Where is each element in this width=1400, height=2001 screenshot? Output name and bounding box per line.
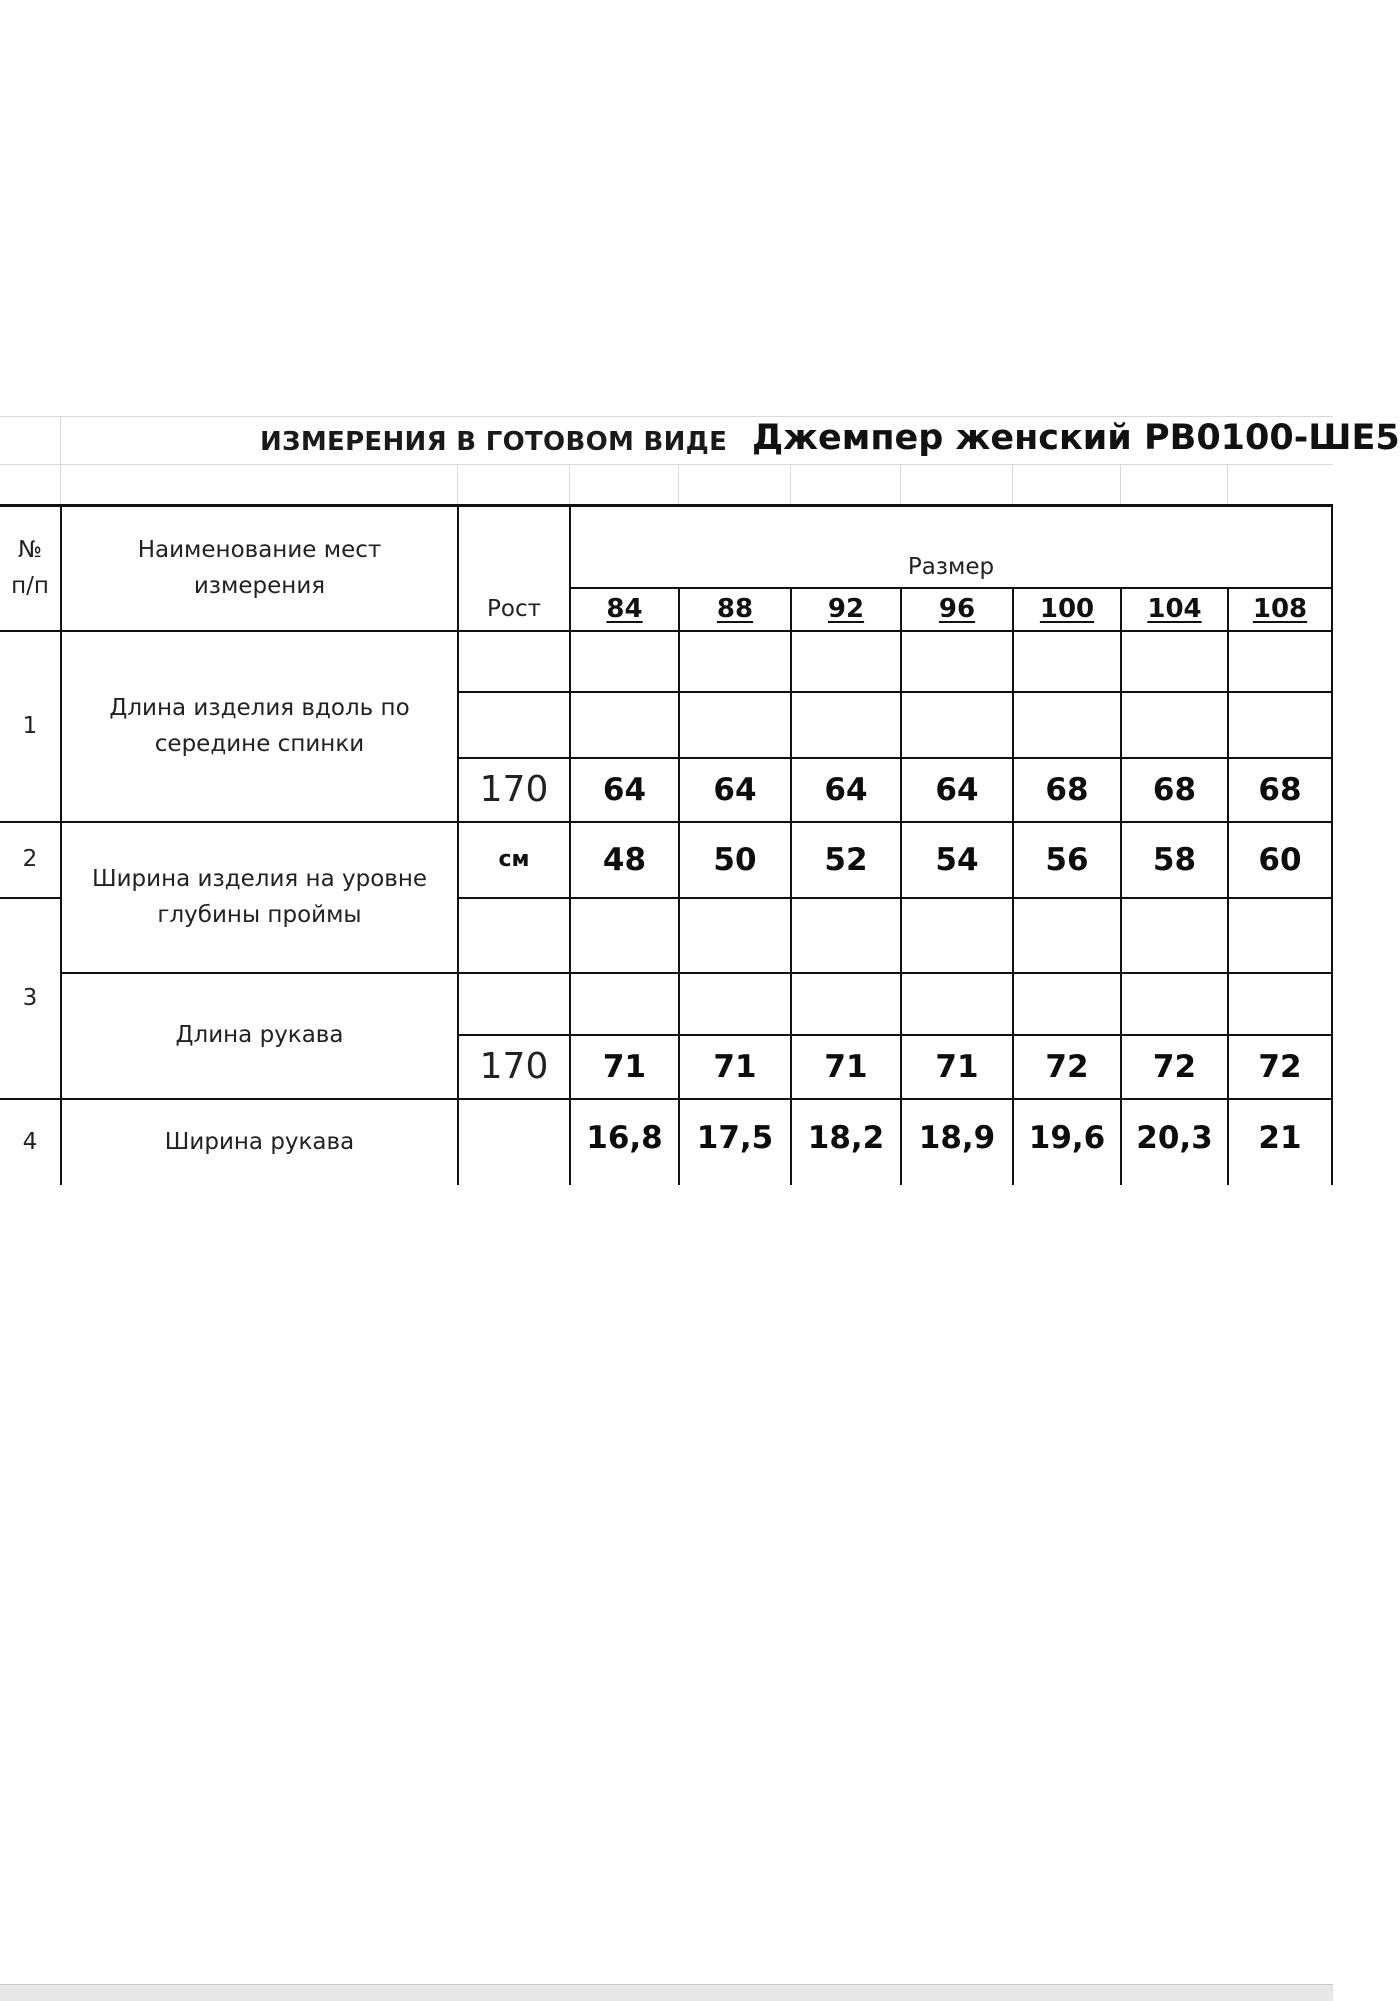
row-4-value-88: 17,5 bbox=[696, 1119, 774, 1156]
col-divider bbox=[1331, 504, 1333, 1185]
gridline bbox=[1012, 464, 1013, 504]
size-96: 96 bbox=[938, 594, 976, 625]
row-3-value-104: 72 bbox=[1152, 1048, 1197, 1085]
gridline bbox=[1120, 464, 1121, 504]
row-3-value-100: 72 bbox=[1045, 1048, 1089, 1085]
row-2-name: Ширина изделия на уровне глубины проймы bbox=[91, 865, 428, 928]
row-3-value-92: 71 bbox=[824, 1048, 868, 1085]
size-84: 84 bbox=[606, 594, 643, 625]
row-3-value-108: 72 bbox=[1258, 1048, 1302, 1085]
size-104: 104 bbox=[1147, 594, 1202, 625]
row-4-value-84: 16,8 bbox=[586, 1119, 663, 1156]
sheet-title: ИЗМЕРЕНИЯ В ГОТОВОМ ВИДЕ bbox=[260, 427, 728, 457]
gridline bbox=[900, 464, 901, 504]
row-2-value-96: 54 bbox=[935, 841, 979, 878]
row-1-value-88: 64 bbox=[713, 771, 757, 808]
gridline bbox=[569, 464, 570, 504]
row-4-value-108: 21 bbox=[1258, 1119, 1302, 1156]
row-1-value-104: 68 bbox=[1152, 771, 1197, 808]
row-divider bbox=[457, 691, 1333, 693]
header-rost: Рост bbox=[487, 596, 541, 623]
header-number: № п/п bbox=[11, 536, 49, 599]
gridline bbox=[0, 416, 1333, 417]
row-1-number: 1 bbox=[22, 712, 38, 739]
row-divider bbox=[457, 897, 1333, 899]
row-3-number: 3 bbox=[22, 984, 38, 1011]
row-3-value-96: 71 bbox=[935, 1048, 979, 1085]
gridline bbox=[60, 416, 61, 504]
row-1-value-92: 64 bbox=[824, 771, 868, 808]
row-1-rost: 170 bbox=[479, 769, 549, 811]
row-2-unit: см bbox=[498, 846, 530, 872]
row-4-number: 4 bbox=[22, 1128, 38, 1155]
row-3-rost: 170 bbox=[479, 1046, 549, 1088]
row-2-value-88: 50 bbox=[713, 841, 757, 878]
row-1-value-100: 68 bbox=[1045, 771, 1089, 808]
page-bottom-edge bbox=[0, 1984, 1333, 2001]
gridline bbox=[790, 464, 791, 504]
size-108: 108 bbox=[1252, 594, 1308, 625]
gridline bbox=[457, 464, 458, 504]
row-2-value-92: 52 bbox=[824, 841, 868, 878]
size-88: 88 bbox=[716, 594, 754, 625]
gridline bbox=[1227, 464, 1228, 504]
row-2-value-84: 48 bbox=[602, 841, 647, 878]
row-3-name: Длина рукава bbox=[175, 1022, 344, 1049]
row-2-value-104: 58 bbox=[1152, 841, 1197, 878]
row-4-value-104: 20,3 bbox=[1136, 1119, 1213, 1156]
product-title: Джемпер женский PB0100-ШЕ5 bbox=[752, 418, 1400, 458]
gridline bbox=[678, 464, 679, 504]
row-4-rost bbox=[459, 1100, 569, 1185]
gridline bbox=[0, 464, 1333, 465]
row-3-value-84: 71 bbox=[602, 1048, 647, 1085]
size-92: 92 bbox=[827, 594, 865, 625]
row-2-value-108: 60 bbox=[1258, 841, 1302, 878]
row-2-value-100: 56 bbox=[1045, 841, 1089, 878]
header-measurement-name: Наименование мест измерения bbox=[137, 536, 382, 599]
row-4-value-96: 18,9 bbox=[918, 1119, 996, 1156]
size-100: 100 bbox=[1039, 594, 1095, 625]
row-1-value-96: 64 bbox=[935, 771, 979, 808]
header-size: Размер bbox=[907, 554, 995, 581]
row-4-value-92: 18,2 bbox=[807, 1119, 885, 1156]
row-4-value-100: 19,6 bbox=[1028, 1119, 1106, 1156]
row-1-value-84: 64 bbox=[602, 771, 647, 808]
row-2-number: 2 bbox=[22, 846, 38, 873]
row-4-name: Ширина рукава bbox=[164, 1128, 355, 1155]
row-1-value-108: 68 bbox=[1258, 771, 1302, 808]
row-3-value-88: 71 bbox=[713, 1048, 757, 1085]
row-1-name: Длина изделия вдоль по середине спинки bbox=[109, 694, 410, 757]
